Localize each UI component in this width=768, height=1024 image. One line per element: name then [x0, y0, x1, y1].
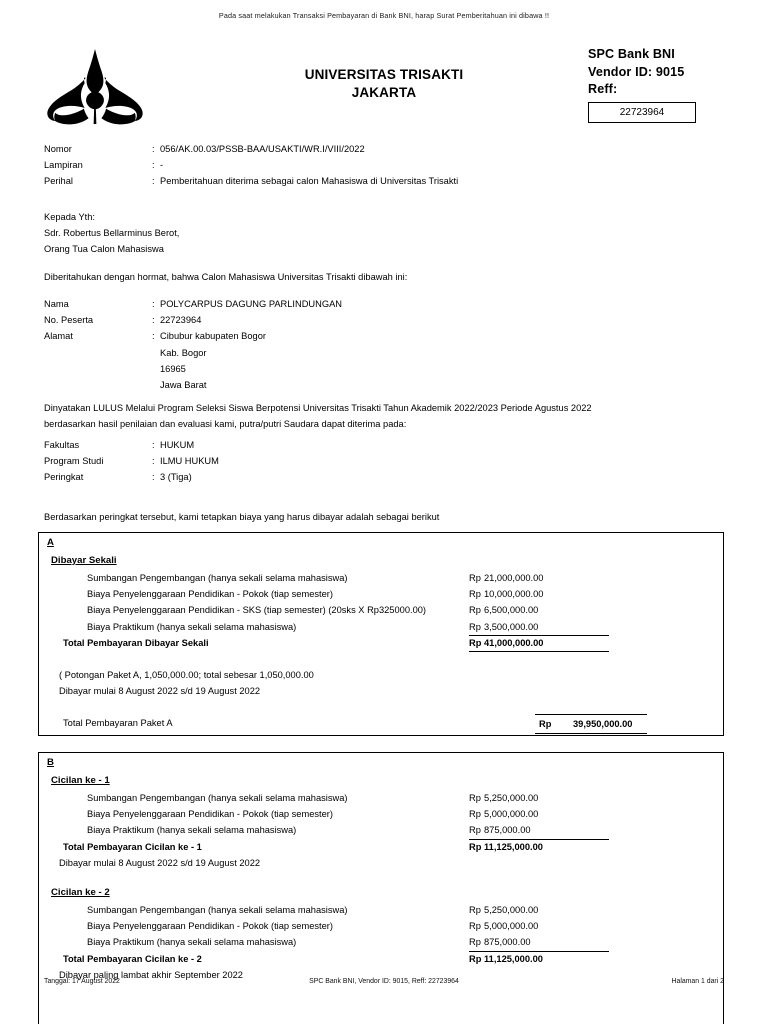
addressee-relation: Orang Tua Calon Mahasiswa	[44, 244, 164, 255]
value-perihal: Pemberitahuan diterima sebagai calon Mahasiswa di Universitas Trisakti	[160, 176, 459, 187]
fee-desc-a-4: Biaya Praktikum (hanya sekali selama mahasiswa)	[87, 621, 297, 632]
fee-row-b1-1	[39, 790, 723, 806]
fee-desc-b1-1: Sumbangan Pengembangan (hanya sekali selama mahasiswa)	[87, 793, 348, 803]
program-row-peringkat	[44, 469, 604, 485]
fee-total-label-a: Total Pembayaran Dibayar Sekali	[63, 637, 209, 648]
label-perihal: Perihal	[44, 176, 73, 187]
university-city: JAKARTA	[351, 85, 417, 100]
letter-meta-block	[44, 141, 644, 190]
value-total-b2: 11,125,000.00	[484, 953, 543, 964]
installment-1-title: Cicilan ke - 1	[51, 775, 110, 786]
box-a-grand-total-label: Total Pembayaran Paket A	[63, 718, 173, 729]
label-nomor: Nomor	[44, 144, 72, 154]
footer-center: SPC Bank BNI, Vendor ID: 9015, Reff: 22723964	[309, 978, 459, 985]
student-row-nama	[44, 296, 604, 312]
fee-amount-a-4	[469, 619, 538, 635]
box-b-letter: B	[47, 757, 54, 768]
sep-perihal: :	[152, 176, 155, 187]
verdict-line-2: berdasarkan hasil penilaian dan evaluasi kami, putra/putri Saudara dapat diterima pada:	[44, 419, 407, 430]
university-title	[200, 66, 568, 102]
value-b1-1: 5,250,000.00	[484, 793, 539, 803]
label-lampiran: Lampiran	[44, 160, 83, 171]
sep-nama: :	[152, 299, 155, 309]
fee-row-b2-2	[39, 918, 723, 934]
fee-total-amount-b2	[469, 951, 543, 967]
reff-value-box: 22723964	[588, 102, 696, 123]
fee-total-rule-a-bottom	[469, 651, 609, 652]
vendor-id: Vendor ID: 9015	[588, 64, 685, 79]
value-lampiran: -	[160, 160, 164, 171]
value-fakultas: HUKUM	[160, 440, 195, 450]
bank-name: SPC Bank BNI	[588, 47, 675, 61]
student-row-no-peserta	[44, 312, 604, 328]
fee-row-b1-3	[39, 822, 723, 838]
addressee-name: Sdr. Robertus Bellarminus Berot,	[44, 228, 180, 239]
fee-desc-b2-3: Biaya Praktikum (hanya sekali selama mahasiswa)	[87, 937, 297, 948]
label-alamat: Alamat	[44, 331, 73, 342]
program-row-program-studi	[44, 453, 604, 469]
label-no-peserta: No. Peserta	[44, 315, 94, 326]
fee-row-b1-2	[39, 806, 723, 822]
address-line-kota: Kab. Bogor	[160, 347, 207, 358]
sep-program-studi: :	[152, 456, 155, 467]
intro-paragraph	[44, 269, 704, 285]
sep-peringkat: :	[152, 472, 155, 483]
fee-amount-a-3	[469, 602, 538, 618]
sep-lampiran: :	[152, 160, 155, 171]
value-b1-3: 875,000.00	[484, 825, 531, 836]
fee-row-a-4	[39, 619, 723, 635]
fee-row-a-1	[39, 570, 723, 586]
value-a-4: 3,500,000.00	[484, 621, 539, 632]
addressee-block	[44, 209, 564, 258]
value-peringkat: 3 (Tiga)	[160, 472, 192, 483]
intro-text: Diberitahukan dengan hormat, bahwa Calon Mahasiswa Universitas Trisakti dibawah ini:	[44, 272, 408, 282]
label-program-studi: Program Studi	[44, 456, 104, 467]
fee-total-row-a	[39, 635, 723, 651]
bank-info-block	[588, 46, 763, 123]
label-nama: Nama	[44, 299, 69, 309]
fee-row-a-3	[39, 602, 723, 618]
fee-amount-b1-3	[469, 822, 531, 838]
address-line-province: Jawa Barat	[160, 380, 207, 391]
currency-a-3: Rp	[469, 605, 481, 616]
fee-total-amount-b1	[469, 839, 543, 855]
fee-amount-a-2	[469, 586, 543, 602]
letter-meta-row-lampiran	[44, 157, 644, 173]
box-a-note-periode: Dibayar mulai 8 August 2022 s/d 19 August 2022	[59, 686, 261, 697]
fee-amount-b1-1	[469, 790, 538, 806]
student-details-block	[44, 296, 604, 393]
fee-desc-a-1: Sumbangan Pengembangan (hanya sekali selama mahasiswa)	[87, 573, 348, 583]
box-a-group-title: Dibayar Sekali	[51, 555, 117, 566]
installment-2-note: Dibayar paling lambat akhir September 2022	[59, 969, 243, 980]
box-a-letter: A	[47, 537, 54, 548]
installment-2-title: Cicilan ke - 2	[51, 886, 110, 898]
fee-amount-b2-1	[469, 902, 538, 918]
fee-total-amount-a	[469, 635, 543, 651]
value-a-1: 21,000,000.00	[484, 573, 544, 583]
fee-desc-b2-1: Sumbangan Pengembangan (hanya sekali selama mahasiswa)	[87, 904, 348, 915]
currency-b2-3: Rp	[469, 937, 481, 948]
value-b2-1: 5,250,000.00	[484, 904, 539, 915]
fee-amount-b2-2	[469, 918, 538, 934]
fee-row-a-2	[39, 586, 723, 602]
program-row-fakultas	[44, 437, 604, 453]
currency-a-2: Rp	[469, 589, 481, 600]
letter-meta-row-perihal	[44, 173, 644, 189]
program-block	[44, 437, 604, 486]
value-b2-2: 5,000,000.00	[484, 921, 539, 932]
value-nomor: 056/AK.00.03/PSSB-BAA/USAKTI/WR.I/VIII/2022	[160, 144, 365, 154]
value-no-peserta: 22723964	[160, 315, 202, 326]
label-fakultas: Fakultas	[44, 440, 80, 450]
label-peringkat: Peringkat	[44, 472, 84, 483]
currency-b1-3: Rp	[469, 825, 481, 836]
fees-intro-text: Berdasarkan peringkat tersebut, kami tetapkan biaya yang harus dibayar adalah sebagai berikut	[44, 512, 440, 522]
sep-nomor: :	[152, 144, 155, 154]
address-line-postcode: 16965	[160, 363, 186, 374]
sep-no-peserta: :	[152, 315, 155, 326]
fees-intro-paragraph	[44, 509, 704, 525]
fee-desc-b2-2: Biaya Penyelenggaraan Pendidikan - Pokok (tiap semester)	[87, 921, 333, 932]
fee-amount-b1-2	[469, 806, 538, 822]
box-a-grand-total-amount	[535, 714, 647, 734]
currency-b1-1: Rp	[469, 793, 481, 803]
footer-page-number: Halaman 1 dari 2	[671, 978, 724, 985]
currency-a-4: Rp	[469, 621, 481, 632]
fee-total-row-b1	[39, 839, 723, 855]
currency-total-b1: Rp	[469, 841, 482, 852]
value-nama: POLYCARPUS DAGUNG PARLINDUNGAN	[160, 299, 343, 309]
currency-b1-2: Rp	[469, 809, 481, 820]
currency-total-a: Rp	[469, 637, 482, 648]
reff-label: Reff:	[588, 82, 618, 96]
value-total-a: 41,000,000.00	[484, 637, 544, 648]
currency-total-b2: Rp	[469, 953, 482, 964]
page-footer	[44, 978, 724, 985]
installment-1-note: Dibayar mulai 8 August 2022 s/d 19 August 2022	[59, 857, 261, 868]
fee-amount-b2-3	[469, 934, 531, 950]
verdict-line-1: Dinyatakan LULUS Melalui Program Seleksi Siswa Berpotensi Universitas Trisakti Tahun Akademik 2022/2023 Periode Agustus 2022	[44, 403, 592, 413]
currency-grand-a: Rp	[539, 719, 552, 730]
value-b2-3: 875,000.00	[484, 937, 531, 948]
value-a-2: 10,000,000.00	[484, 589, 544, 600]
fee-total-row-b2	[39, 951, 723, 967]
student-row-alamat	[44, 328, 604, 344]
document-header	[0, 42, 768, 132]
box-a-grand-total-row	[39, 715, 723, 735]
value-total-b1: 11,125,000.00	[484, 841, 543, 852]
universitas-trisakti-logo	[46, 48, 144, 126]
fee-desc-a-3: Biaya Penyelenggaraan Pendidikan - SKS (tiap semester) (20sks X Rp325000.00)	[87, 605, 427, 616]
currency-b2-1: Rp	[469, 904, 481, 915]
value-grand-a: 39,950,000.00	[573, 719, 633, 730]
verdict-paragraph	[44, 400, 704, 432]
sep-fakultas: :	[152, 440, 155, 450]
value-a-3: 6,500,000.00	[484, 605, 539, 616]
box-a-note-potongan: ( Potongan Paket A, 1,050,000.00; total sebesar 1,050,000.00	[59, 669, 314, 680]
letter-meta-row-nomor	[44, 141, 644, 157]
fee-row-b2-3	[39, 934, 723, 950]
fee-desc-b1-3: Biaya Praktikum (hanya sekali selama mahasiswa)	[87, 825, 297, 836]
fee-desc-a-2: Biaya Penyelenggaraan Pendidikan - Pokok (tiap semester)	[87, 589, 333, 600]
value-program-studi: ILMU HUKUM	[160, 456, 219, 467]
currency-a-1: Rp	[469, 573, 481, 583]
fee-box-a	[38, 532, 724, 736]
value-alamat: Cibubur kabupaten Bogor	[160, 331, 266, 342]
fee-total-label-b1: Total Pembayaran Cicilan ke - 1	[63, 841, 202, 852]
currency-b2-2: Rp	[469, 921, 481, 932]
addressee-salutation: Kepada Yth:	[44, 212, 96, 222]
sep-alamat: :	[152, 331, 155, 342]
fee-amount-a-1	[469, 570, 543, 586]
value-b1-2: 5,000,000.00	[484, 809, 539, 820]
fee-row-b2-1	[39, 902, 723, 918]
footer-date: Tanggal: 17 August 2022	[44, 978, 120, 985]
fee-desc-b1-2: Biaya Penyelenggaraan Pendidikan - Pokok (tiap semester)	[87, 809, 333, 820]
top-notice: Pada saat melakukan Transaksi Pembayaran di Bank BNI, harap Surat Pemberitahuan ini dibawa !!	[218, 11, 550, 20]
university-name: UNIVERSITAS TRISAKTI	[304, 67, 464, 82]
fee-total-label-b2: Total Pembayaran Cicilan ke - 2	[63, 953, 202, 964]
